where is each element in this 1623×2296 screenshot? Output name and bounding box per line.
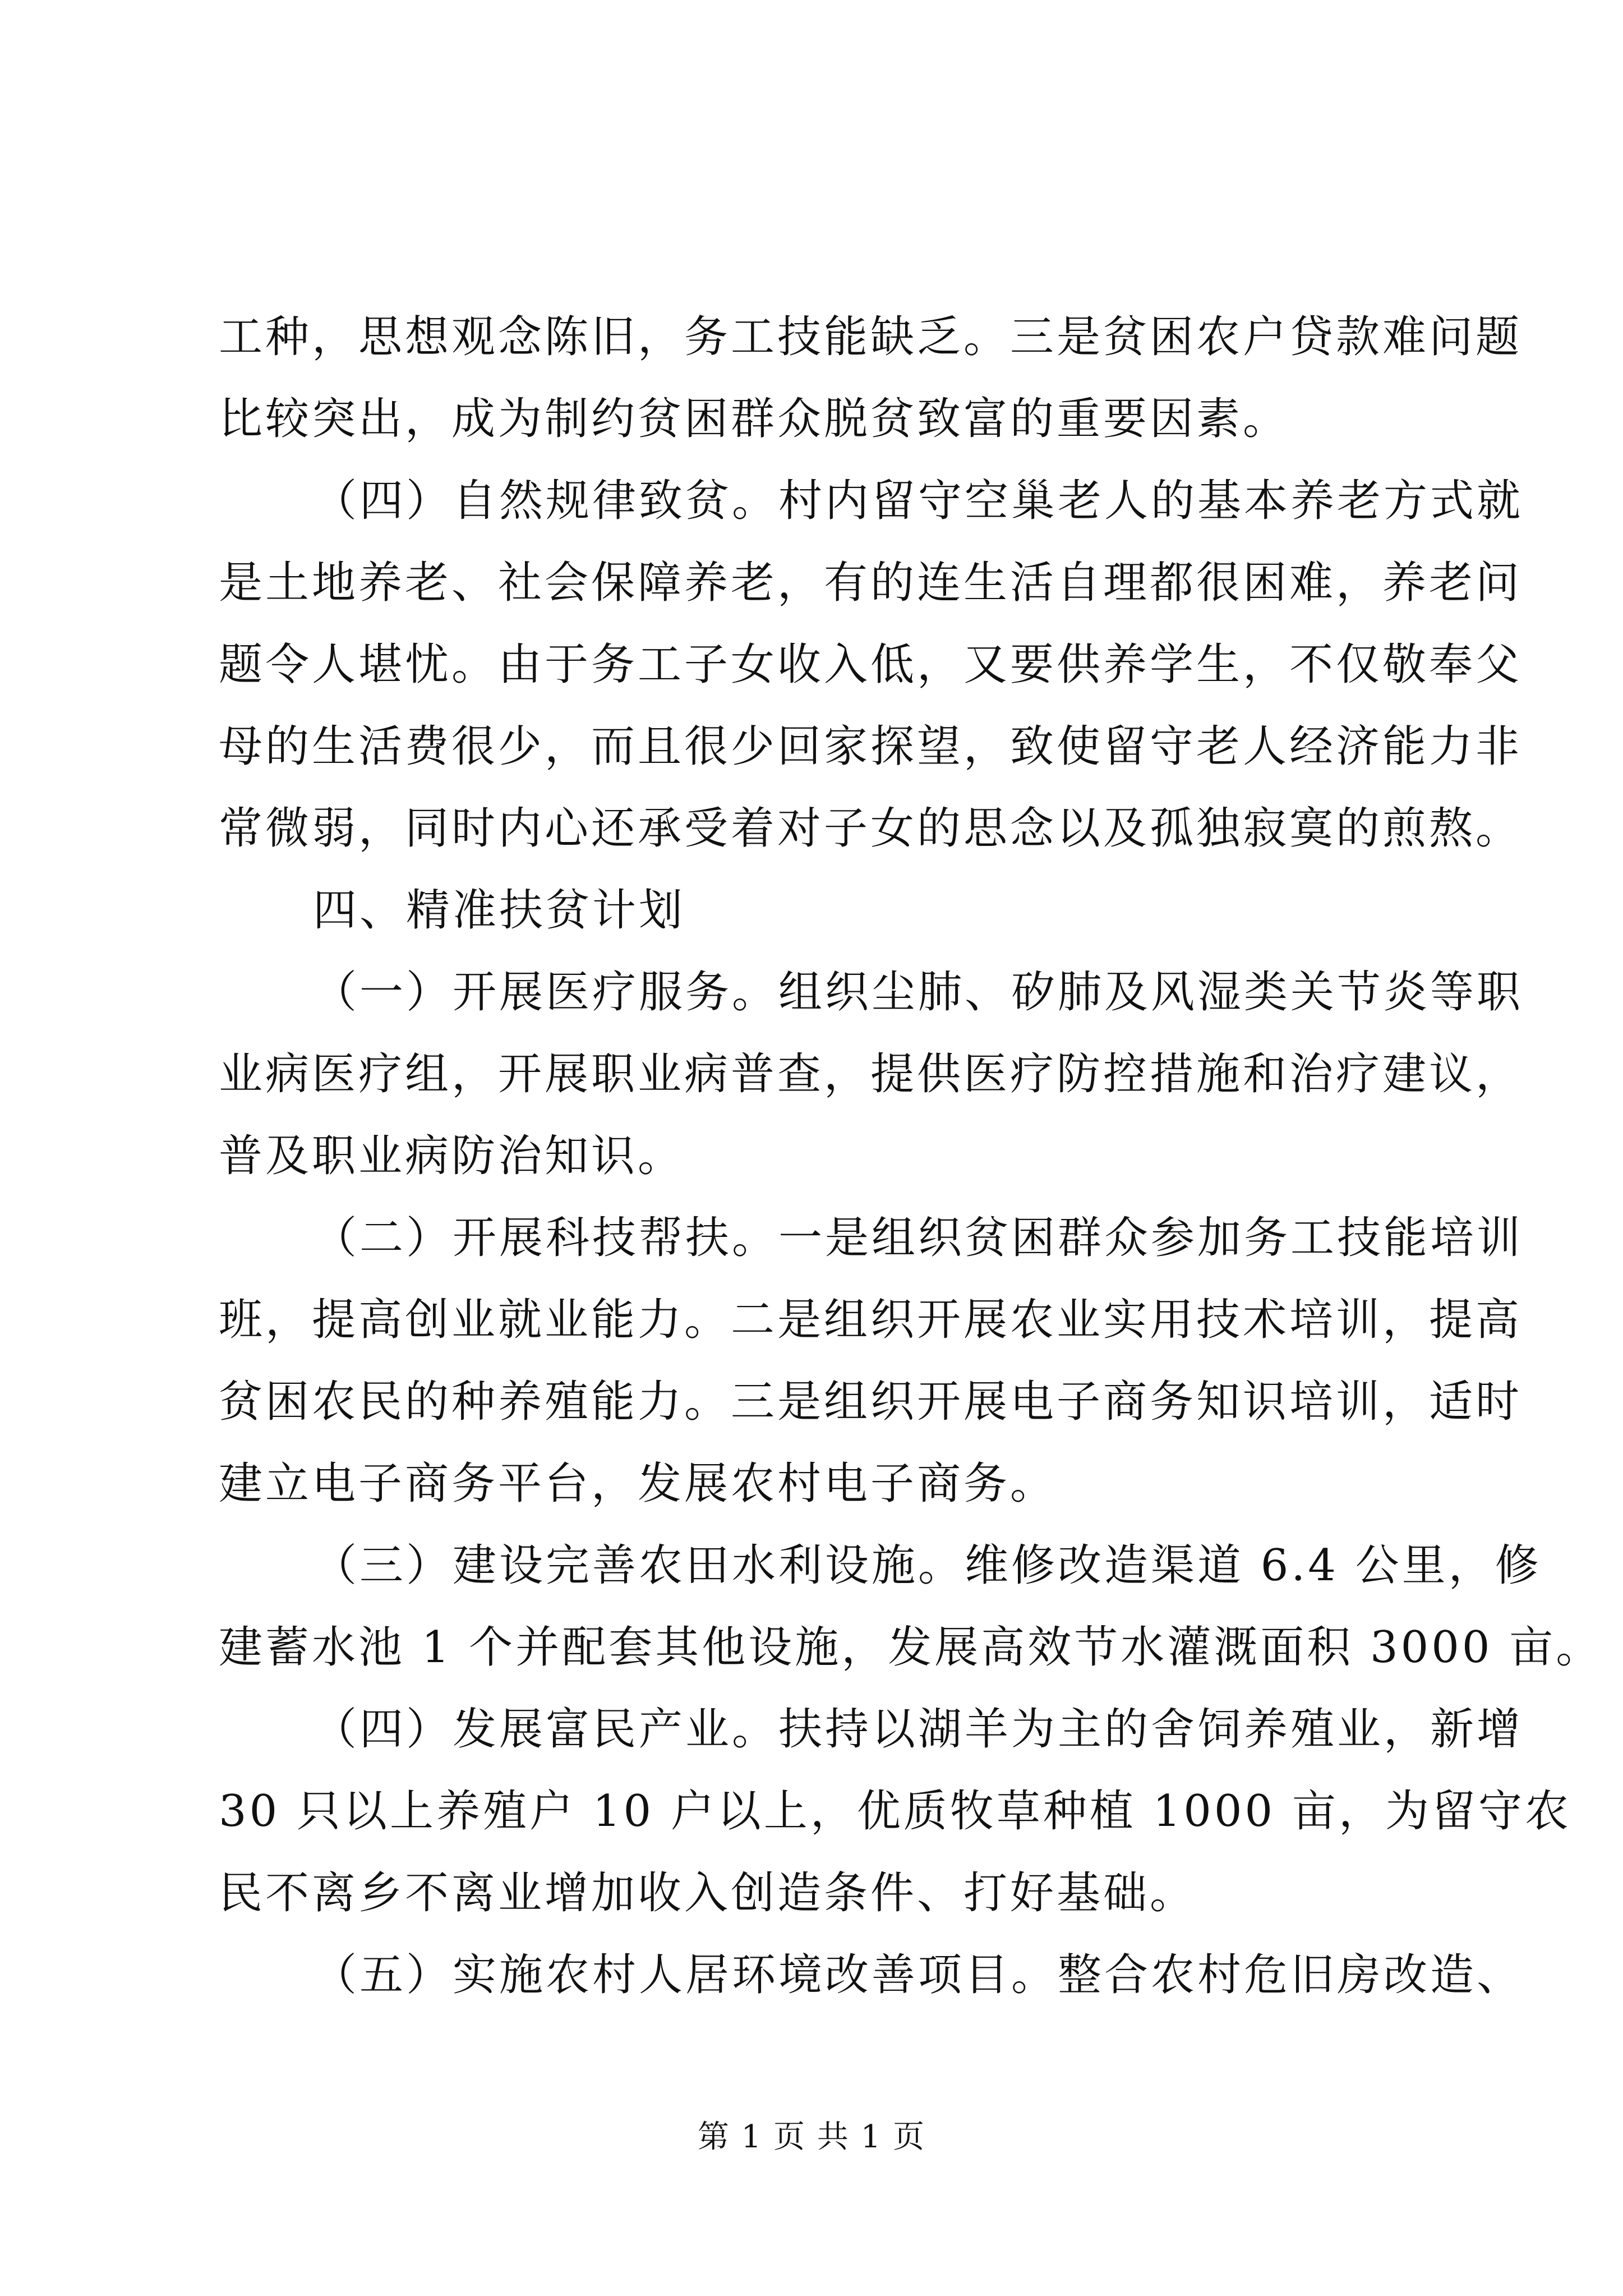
text-line: 建立电子商务平台，发展农村电子商务。 (219, 1458, 1057, 1509)
text-line: 比较突出，成为制约贫困群众脱贫致富的重要因素。 (219, 394, 1290, 444)
text-line: （四）发展富民产业。扶持以湖羊为主的舍饲养殖业，新增 (313, 1704, 1524, 1755)
text-line: 建蓄水池 1 个并配套其他设施，发展高效节水灌溉面积 3000 亩。 (219, 1622, 1603, 1673)
text-line: （五）实施农村人居环境改善项目。整合农村危旧房改造、 (313, 1950, 1524, 2000)
text-line: 贫困农民的种养殖能力。三是组织开展电子商务知识培训，适时 (219, 1377, 1523, 1427)
text-line: （四）自然规律致贫。村内留守空巢老人的基本养老方式就 (313, 476, 1524, 526)
text-line: 民不离乡不离业增加收入创造条件、打好基础。 (219, 1868, 1197, 1918)
text-line: （二）开展科技帮扶。一是组织贫困群众参加务工技能培训 (313, 1213, 1524, 1263)
text-line: 30 只以上养殖户 10 户以上，优质牧草种植 1000 亩，为留守农 (219, 1786, 1571, 1837)
text-line: 业病医疗组，开展职业病普查，提供医疗防控措施和治疗建议， (219, 1049, 1523, 1099)
text-line: （三）建设完善农田水利设施。维修改造渠道 6.4 公里，修 (313, 1540, 1542, 1591)
text-line: 题令人堪忧。由于务工子女收入低，又要供养学生，不仅敬奉父 (219, 639, 1523, 690)
text-line: 工种，思想观念陈旧，务工技能缺乏。三是贫困农户贷款难问题 (219, 312, 1523, 362)
text-line: 四、精准扶贫计划 (313, 885, 686, 936)
text-line: （一）开展医疗服务。组织尘肺、矽肺及风湿类关节炎等职 (313, 967, 1524, 1018)
text-line: 班，提高创业就业能力。二是组织开展农业实用技术培训，提高 (219, 1295, 1523, 1345)
page-footer: 第 1 页 共 1 页 (697, 2119, 926, 2155)
text-line: 常微弱，同时内心还承受着对子女的思念以及孤独寂寞的煎熬。 (219, 803, 1523, 854)
text-line: 母的生活费很少，而且很少回家探望，致使留守老人经济能力非 (219, 721, 1523, 772)
text-line: 普及职业病防治知识。 (219, 1131, 685, 1181)
document-body (219, 296, 1603, 2016)
text-line: 是土地养老、社会保障养老，有的连生活自理都很困难，养老问 (219, 558, 1523, 608)
